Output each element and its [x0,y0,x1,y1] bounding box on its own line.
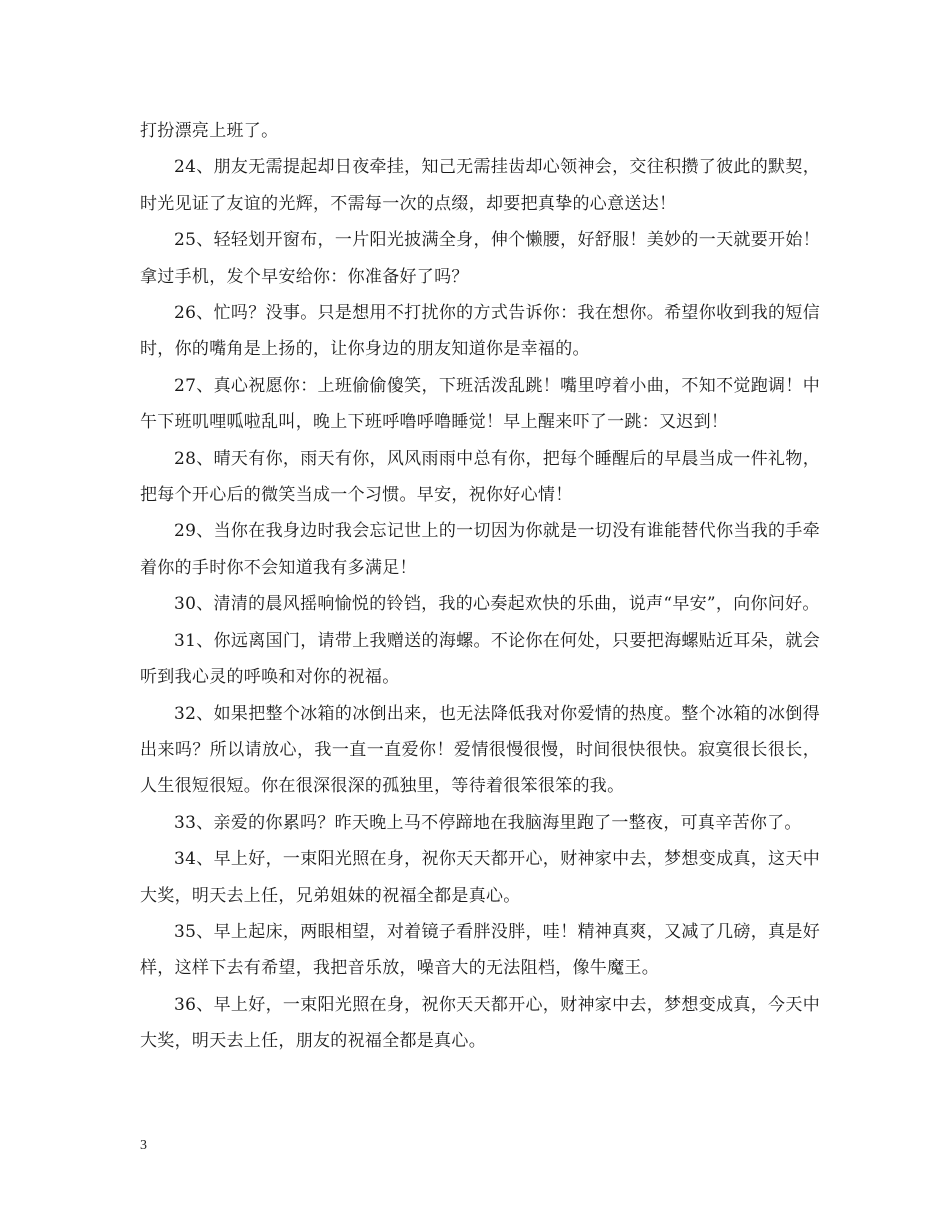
paragraph: 25、轻轻划开窗布，一片阳光披满全身，伸个懒腰，好舒服！美妙的一天就要开始！拿过手机，发个早安给你：你准备好了吗？ [140,230,820,287]
paragraph: 36、早上好，一束阳光照在身，祝你天天都开心，财神家中去，梦想变成真，今天中大奖，明天去上任，朋友的祝福全都是真心。 [140,994,820,1052]
paragraph: 35、早上起床，两眼相望，对着镜子看胖没胖，哇！精神真爽，又减了几磅，真是好样，这样下去有希望，我把音乐放，噪音大的无法阻档，像牛魔王。 [140,921,820,979]
document-body [140,113,820,1060]
paragraph: 32、如果把整个冰箱的冰倒出来，也无法降低我对你爱情的热度。整个冰箱的冰倒得出来吗？所以请放心，我一直一直爱你！爱情很慢很慢，时间很快很快。寂寞很长很长，人生很短很短。你在很深很深的孤独里，等待着很笨很笨的我。 [140,703,820,797]
paragraph: 24、朋友无需提起却日夜牵挂，知己无需挂齿却心领神会，交往积攒了彼此的默契，时光见证了友谊的光辉，不需每一次的点缀，却要把真挚的心意送达！ [140,157,820,214]
paragraph: 26、忙吗？没事。只是想用不打扰你的方式告诉你：我在想你。希望你收到我的短信时，你的嘴角是上扬的，让你身边的朋友知道你是幸福的。 [140,303,820,360]
paragraph: 打扮漂亮上班了。 [140,121,279,141]
page-number: 3 [140,1138,147,1153]
paragraph: 33、亲爱的你累吗？昨天晚上马不停蹄地在我脑海里跑了一整夜，可真辛苦你了。 [174,812,802,833]
paragraph: 31、你远离国门，请带上我赠送的海螺。不论你在何处，只要把海螺贴近耳朵，就会听到我心灵的呼唤和对你的祝福。 [140,630,820,688]
paragraph: 34、早上好，一束阳光照在身，祝你天天都开心，财神家中去，梦想变成真，这天中大奖，明天去上任，兄弟姐妹的祝福全都是真心。 [140,849,820,906]
paragraph: 28、晴天有你，雨天有你，风风雨雨中总有你，把每个睡醒后的早晨当成一件礼物，把每个开心后的微笑当成一个习惯。早安，祝你好心情！ [140,448,820,506]
paragraph: 27、真心祝愿你：上班偷偷傻笑，下班活泼乱跳！嘴里哼着小曲，不知不觉跑调！中午下班叽哩呱啦乱叫，晚上下班呼噜呼噜睡觉！早上醒来吓了一跳：又迟到！ [140,375,820,433]
paragraph: 29、当你在我身边时我会忘记世上的一切因为你就是一切没有谁能替代你当我的手牵着你的手时你不会知道我有多满足！ [140,521,820,578]
paragraph: 30、清清的晨风摇响愉悦的铃铛，我的心奏起欢快的乐曲，说声“早安”，向你问好。 [174,594,820,615]
